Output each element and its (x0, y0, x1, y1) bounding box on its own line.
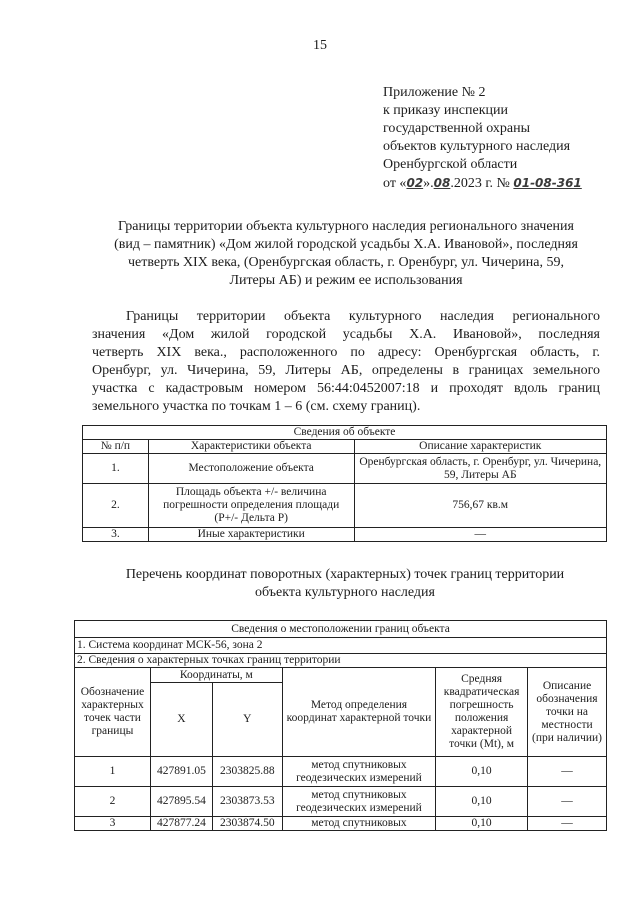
table-header: Средняя квадратическая погрешность положения характерной точки (Mt), м (436, 668, 528, 757)
table-title: Сведения о местоположении границ объекта (75, 621, 607, 638)
table-header: Обозначение характерных точек части границы (75, 668, 151, 757)
table-header: № п/п (83, 440, 149, 454)
table-row: 2 427895.54 2303873.53 метод спутниковых геодезических измерений 0,10 — (75, 787, 607, 817)
document-heading: Границы территории объекта культурного наследия регионального значения (вид – памятник) «Дом жилой городской усадьбы Х.А. Ивановой», последняя четверть XIX века, (Оренбургская область, г. Оренбург, ул. Чичерина, 59, Литеры АБ) и режим ее использования (114, 219, 578, 288)
handwritten-order-number: 01-08-361 (513, 176, 582, 190)
table-header: Характеристики объекта (148, 440, 354, 454)
appendix-title: Приложение № 2 (383, 85, 486, 100)
table-row: 3. Иные характеристики — (83, 528, 607, 542)
table-header: Y (212, 683, 282, 757)
table-header: Координаты, м (150, 668, 282, 683)
handwritten-day: 02 (406, 176, 424, 190)
appendix-line: объектов культурного наследия (383, 139, 571, 154)
appendix-line: государственной охраны (383, 121, 531, 136)
boundary-paragraph: Границы территории объекта культурного наследия регионального значения «Дом жилой городской усадьбы Х.А. Ивановой», последняя четверть XIX века., расположенного по адресу: Оренбургская область, г. Оренбург, ул. Чичерина, 59, Литеры АБ, определены в границах земельного участка с кадастровым номером 56:44:0452007:18 и проходят вдоль границ земельного участка по точкам 1 – 6 (см. схему границ). (92, 309, 600, 414)
page-number: 15 (313, 38, 327, 53)
coordinates-list-title: Перечень координат поворотных (характерных) точек границ территории объекта культурного наследия (125, 567, 565, 600)
appendix-line: Оренбургской области (383, 157, 518, 172)
appendix-date-line: от «02».08.2023 г. № 01-08-361 (383, 176, 582, 191)
table-header: Описание обозначения точки на местности (при наличии) (528, 668, 607, 757)
points-info: 2. Сведения о характерных точках границ территории (75, 654, 607, 668)
table-header: Описание характеристик (354, 440, 607, 454)
table-row: 3 427877.24 2303874.50 метод спутниковых 0,10 — (75, 817, 607, 831)
appendix-block (383, 84, 582, 193)
table-row: 1 427891.05 2303825.88 метод спутниковых геодезических измерений 0,10 — (75, 757, 607, 787)
coordinate-system: 1. Система координат МСК-56, зона 2 (75, 638, 607, 654)
table-header: X (150, 683, 212, 757)
appendix-line: к приказу инспекции (383, 103, 509, 118)
coordinates-table (74, 620, 607, 831)
handwritten-month: 08 (433, 176, 451, 190)
table-row: 1. Местоположение объекта Оренбургская область, г. Оренбург, ул. Чичерина, 59, Литеры АБ (83, 454, 607, 484)
table-row: 2. Площадь объекта +/- величина погрешности определения площади (P+/- Дельта P) 756,67 кв.м (83, 484, 607, 528)
table-header: Метод определения координат характерной точки (282, 668, 435, 757)
object-info-table (82, 425, 607, 542)
table-title: Сведения об объекте (83, 426, 607, 440)
